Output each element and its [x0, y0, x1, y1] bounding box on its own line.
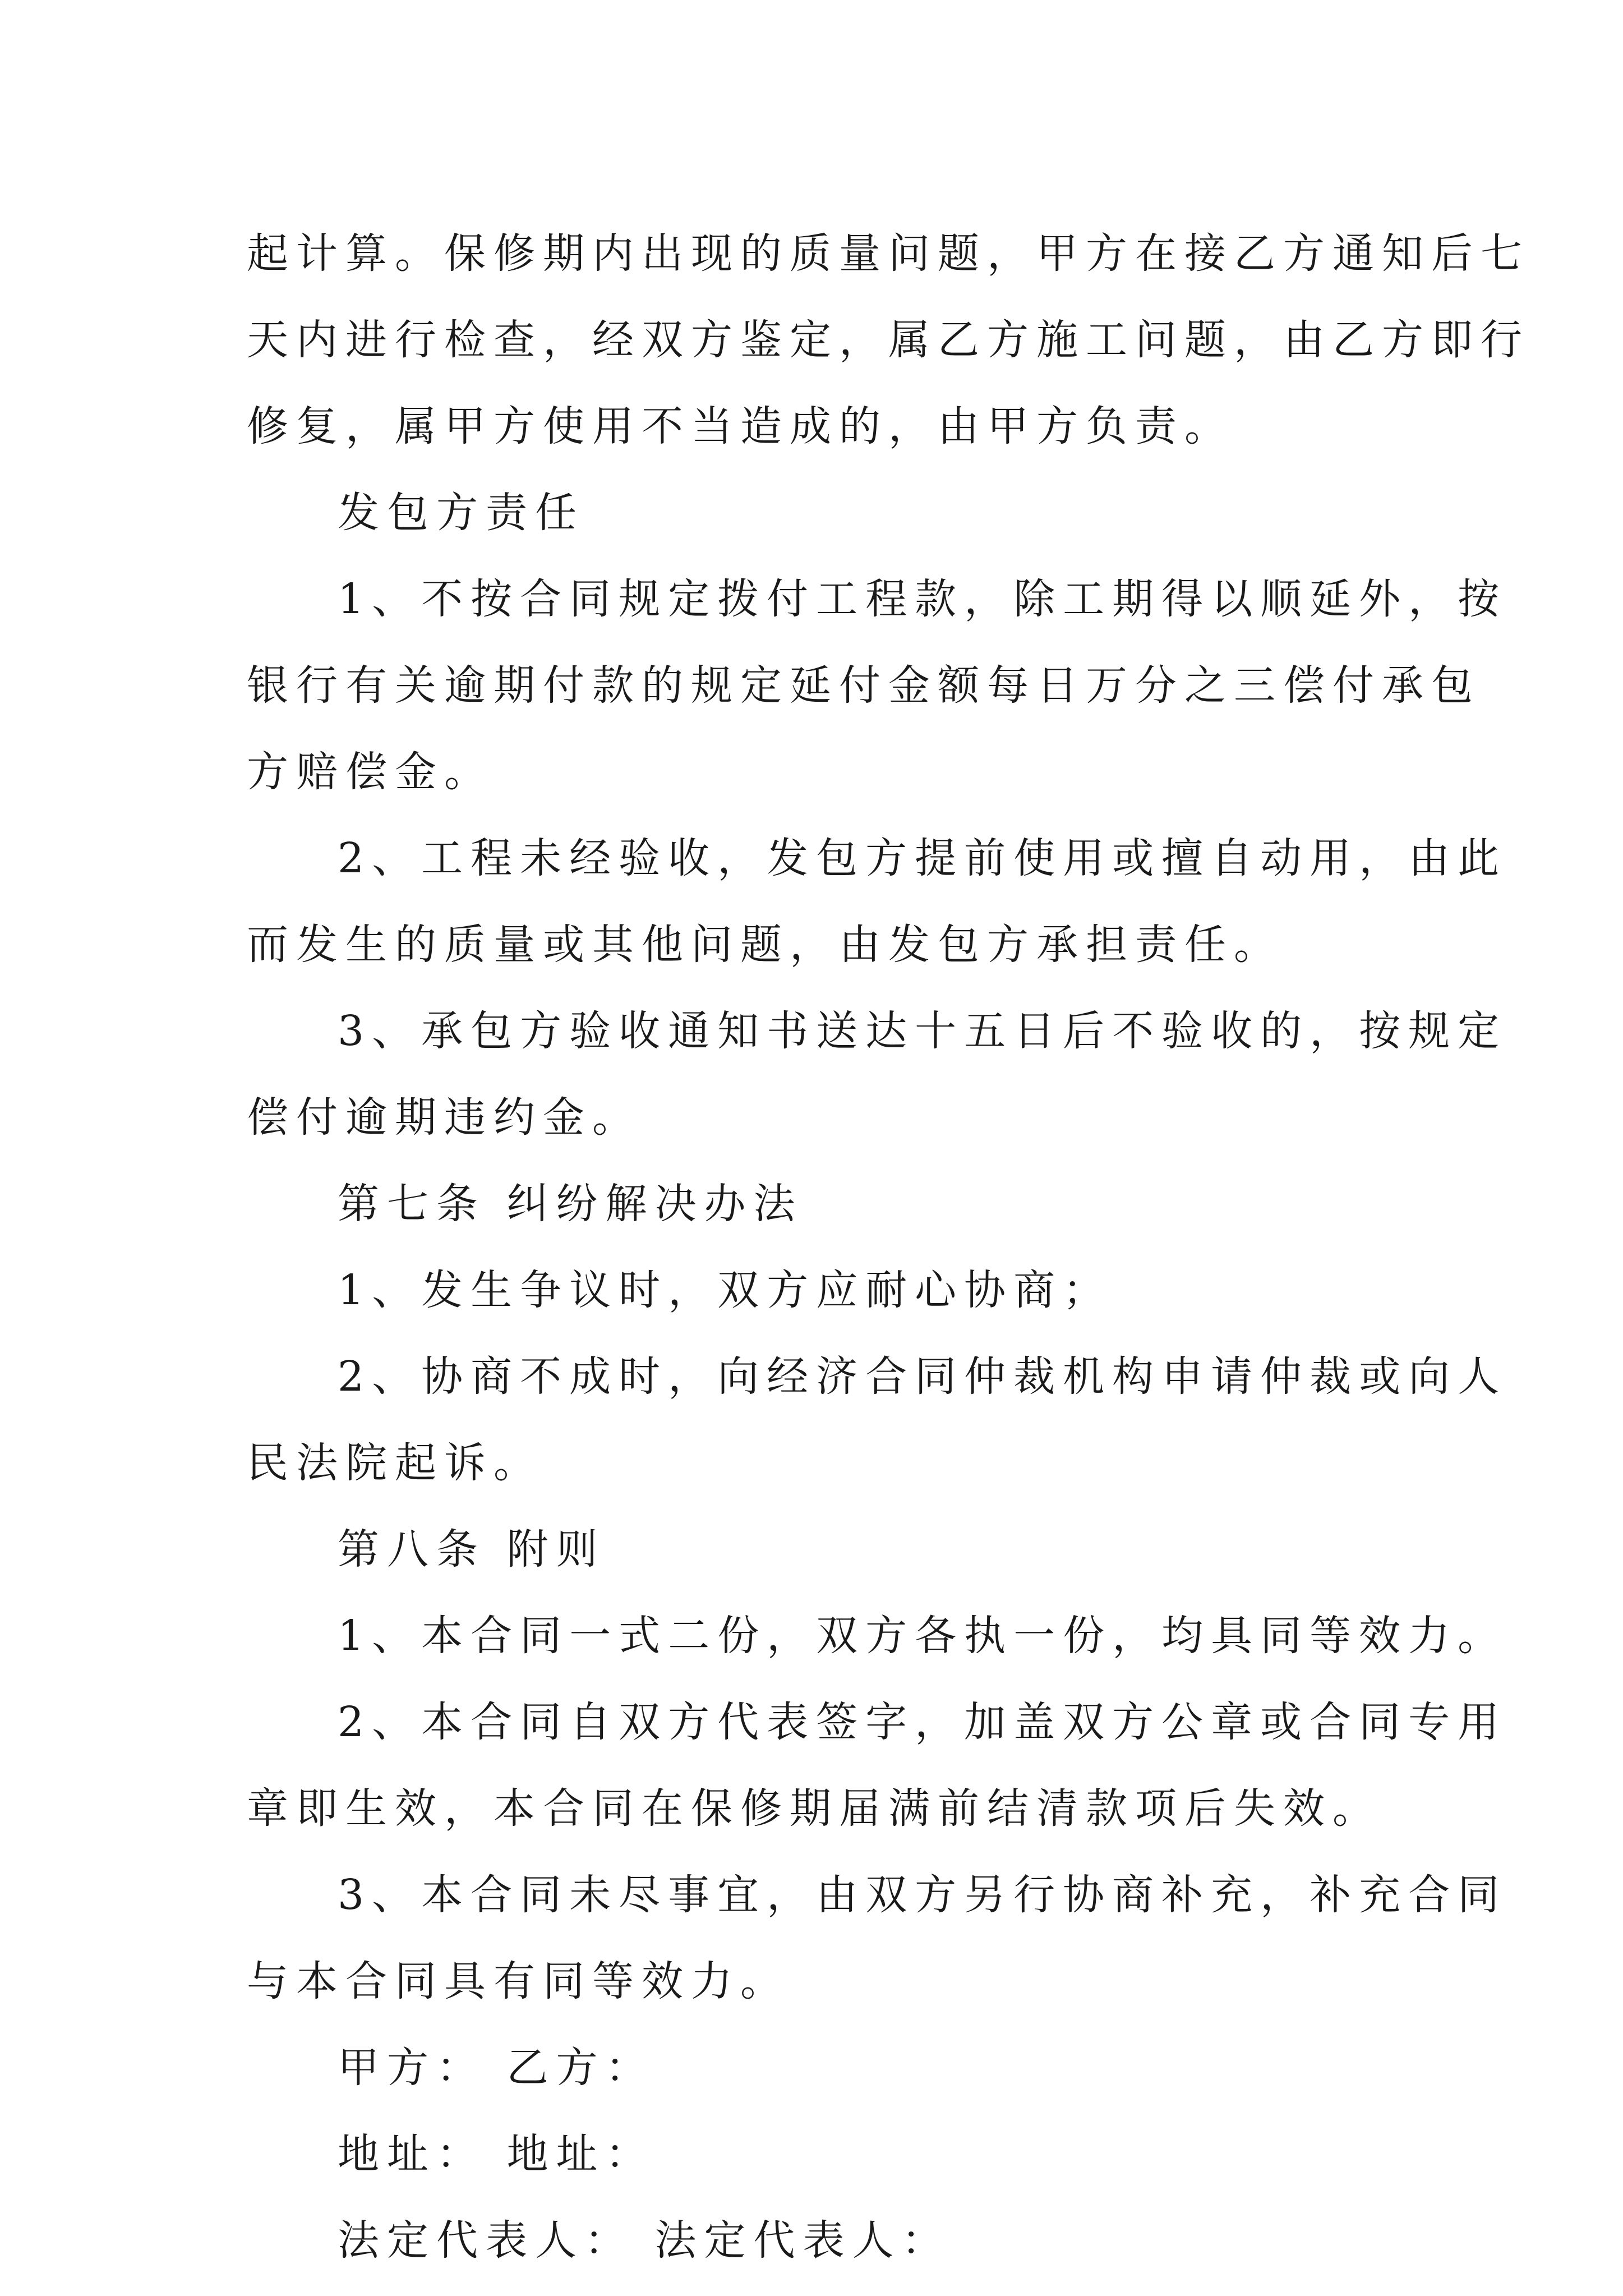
paragraph [247, 988, 1507, 1161]
text-line: 与本合同具有同等效力。 [247, 1957, 790, 2005]
paragraph [247, 2111, 1385, 2197]
text-line: 3、承包方验收通知书送达十五日后不验收的，按规定 [338, 1007, 1507, 1055]
paragraph [247, 210, 1530, 470]
text-line: 第八条 附则 [338, 1525, 606, 1573]
paragraph [247, 1593, 1507, 1679]
text-line: 而发生的质量或其他问题，由发包方承担责任。 [247, 921, 1283, 969]
text-line: 地址： 地址： [338, 2130, 655, 2178]
paragraph [247, 1247, 1385, 1333]
text-line: 起计算。保修期内出现的质量问题，甲方在接乙方通知后七 [247, 229, 1530, 278]
text-line: 第七条 纠纷解决办法 [338, 1180, 803, 1228]
text-line: 2、协商不成时，向经济合同仲裁机构申请仲裁或向人 [338, 1352, 1507, 1401]
text-line: 天内进行检查，经双方鉴定，属乙方施工问题，由乙方即行 [247, 316, 1530, 364]
text-line: 2、本合同自双方代表签字，加盖双方公章或合同专用 [338, 1698, 1507, 1746]
text-line: 3、本合同未尽事宜，由双方另行协商补充，补充合同 [338, 1871, 1507, 1919]
text-line: 章即生效，本合同在保修期届满前结清款项后失效。 [247, 1784, 1382, 1833]
text-line: 民法院起诉。 [247, 1439, 543, 1487]
text-line: 发包方责任 [338, 489, 584, 537]
text-line: 方赔偿金。 [247, 748, 494, 796]
text-line: 修复，属甲方使用不当造成的，由甲方负责。 [247, 402, 1234, 450]
text-line: 1、本合同一式二份，双方各执一份，均具同等效力。 [338, 1612, 1507, 1660]
paragraph [247, 1679, 1507, 1852]
paragraph [247, 1333, 1507, 1506]
paragraph [247, 470, 1385, 556]
paragraph [247, 815, 1507, 988]
text-line: 偿付逾期违约金。 [247, 1093, 642, 1142]
paragraph [247, 556, 1507, 815]
document-body [247, 210, 1530, 2284]
text-line: 甲方： 乙方： [338, 2044, 655, 2092]
paragraph [247, 2197, 1385, 2284]
paragraph [247, 1852, 1507, 2024]
text-line: 银行有关逾期付款的规定延付金额每日万分之三偿付承包 [247, 661, 1481, 710]
paragraph [247, 2024, 1385, 2111]
text-line: 1、发生争议时，双方应耐心协商； [338, 1266, 1113, 1314]
text-line: 法定代表人： 法定代表人： [338, 2216, 951, 2265]
paragraph [247, 1506, 1385, 1593]
text-line: 1、不按合同规定拨付工程款，除工期得以顺延外，按 [338, 575, 1507, 623]
text-line: 2、工程未经验收，发包方提前使用或擅自动用，由此 [338, 834, 1507, 882]
paragraph [247, 1161, 1385, 1247]
